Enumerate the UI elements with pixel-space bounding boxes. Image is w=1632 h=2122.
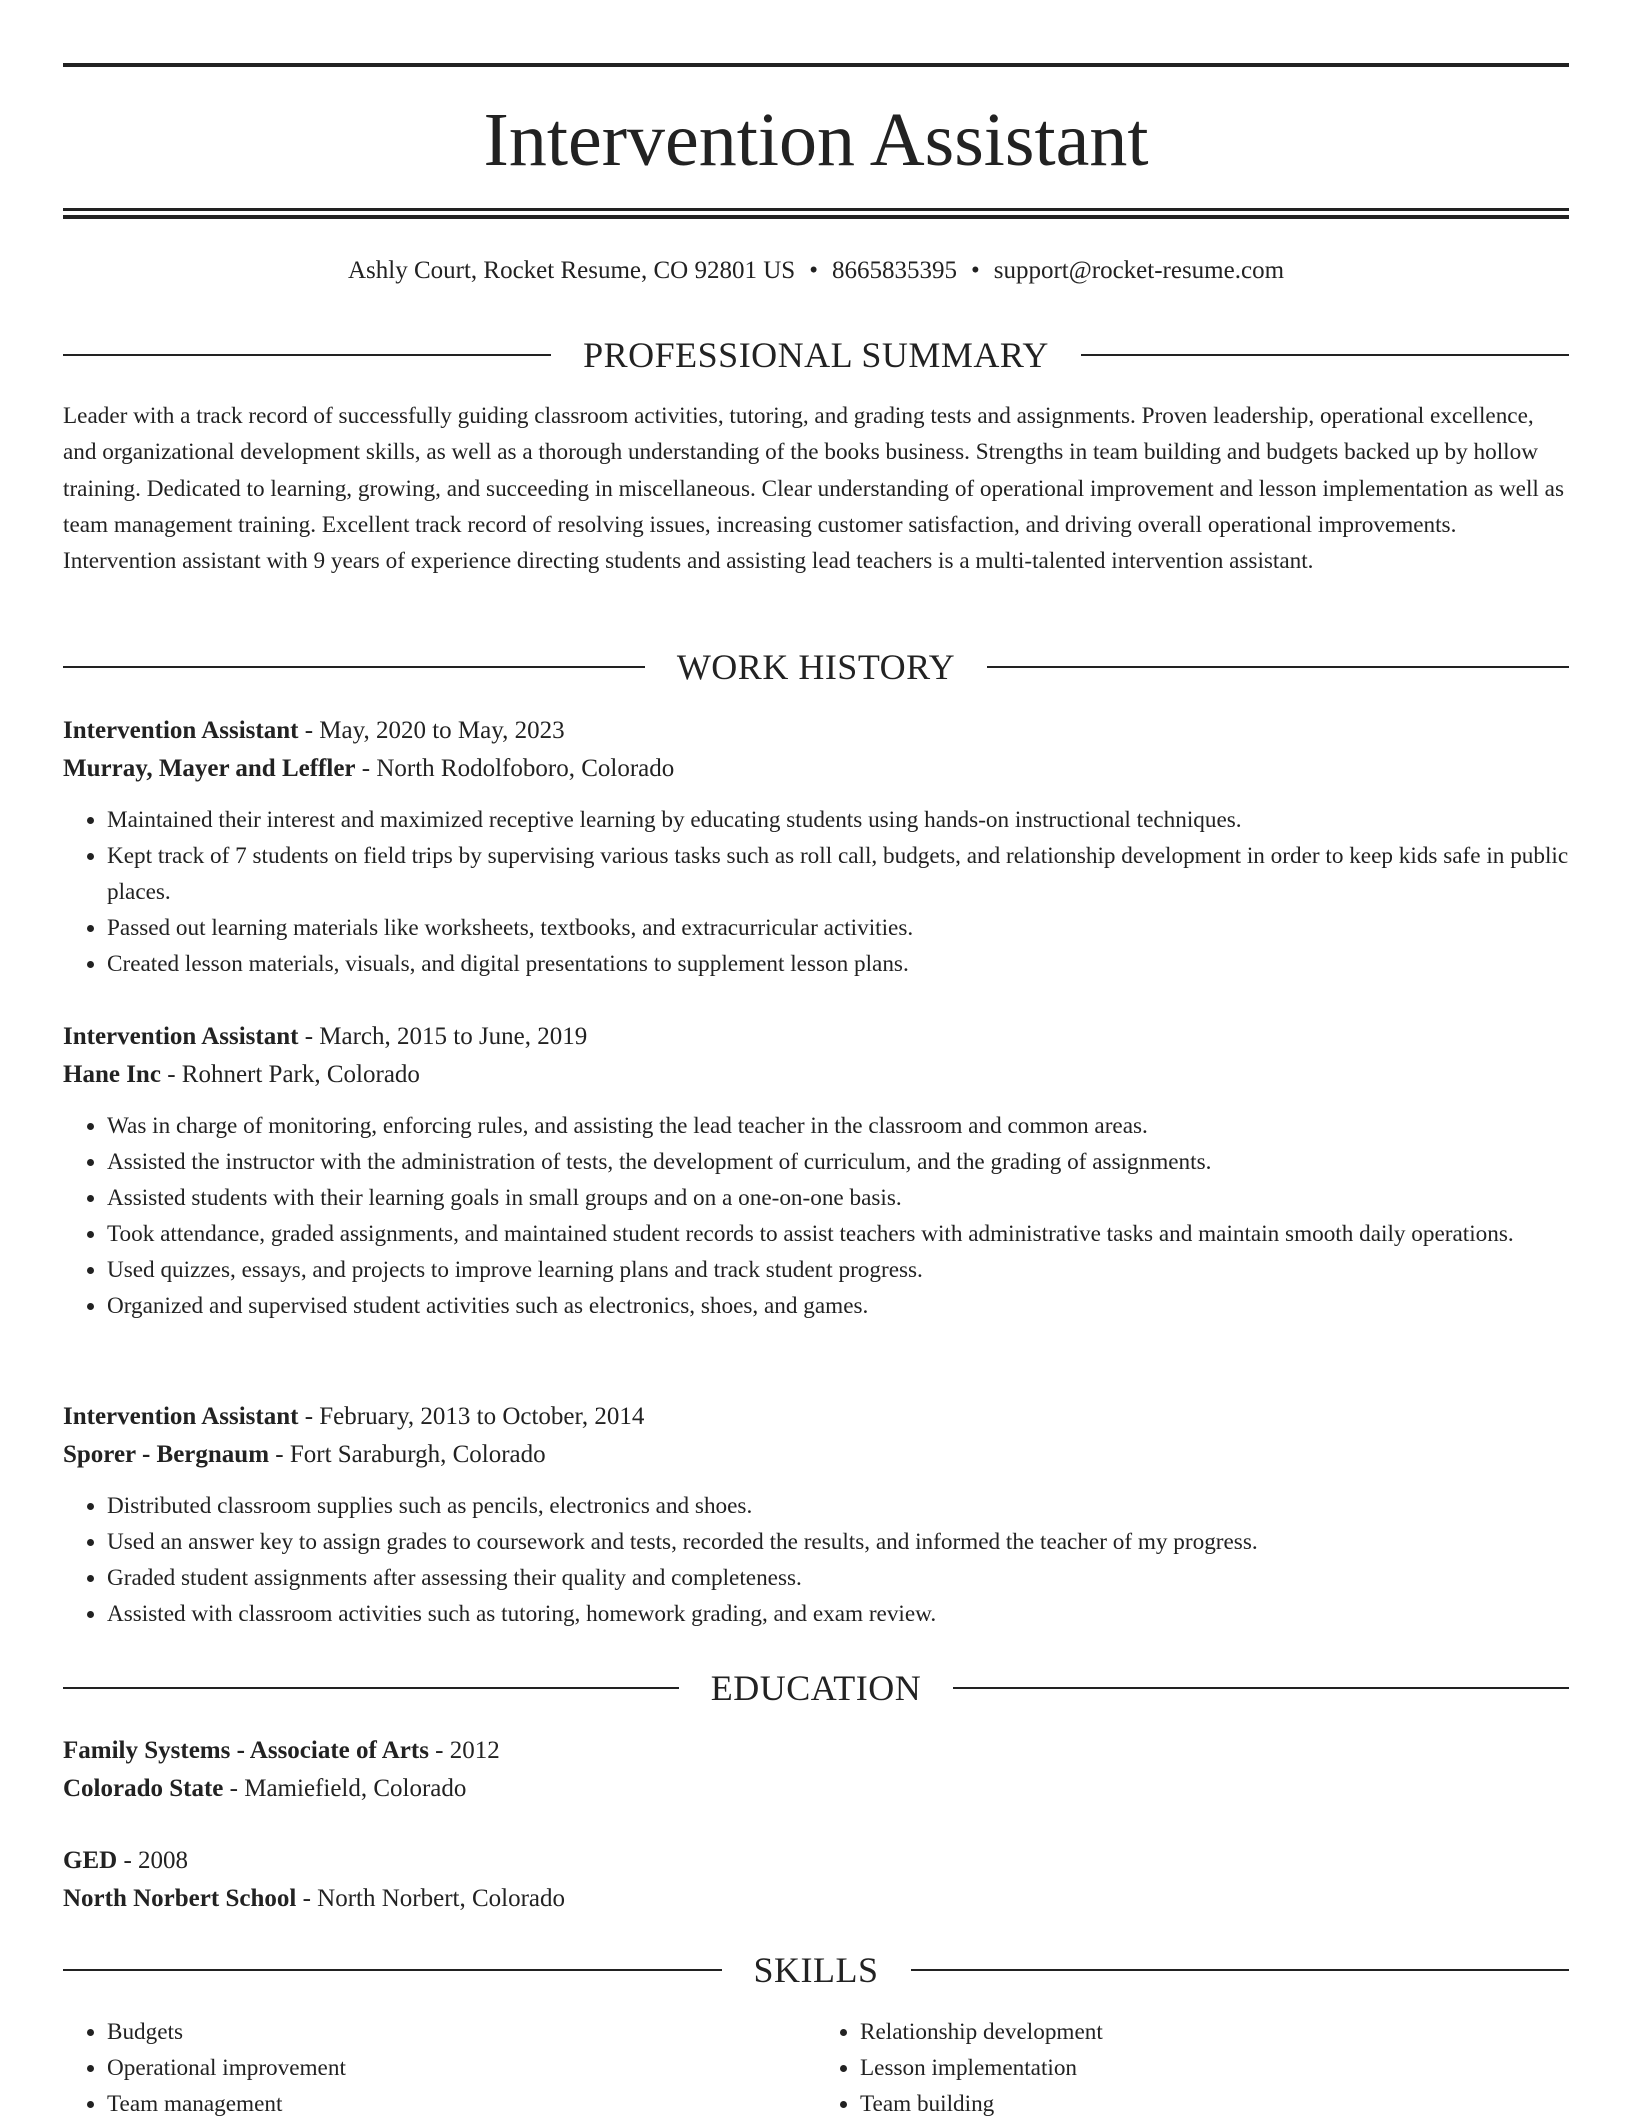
job-entry	[63, 1398, 1569, 1632]
heading-rule	[1081, 354, 1569, 356]
education-location: - North Norbert, Colorado	[302, 1885, 566, 1912]
resume-title: Intervention Assistant	[483, 98, 1149, 182]
contact-email: support@rocket-resume.com	[993, 257, 1285, 284]
skills-columns	[63, 2014, 1569, 2122]
section-heading-skills	[63, 1948, 1569, 1992]
education-entry	[63, 1842, 1569, 1918]
job-duties-list	[63, 802, 1569, 982]
heading-rule	[953, 1687, 1569, 1689]
skill-item: • Budgets	[107, 2014, 816, 2050]
job-company-line	[63, 750, 1569, 788]
education-degree-line	[63, 1842, 1569, 1880]
job-title: Intervention Assistant	[63, 1403, 299, 1430]
job-title: Intervention Assistant	[63, 717, 299, 744]
job-company-line	[63, 1056, 1569, 1094]
job-location: - Rohnert Park, Colorado	[167, 1061, 420, 1088]
heading-rule	[63, 1969, 722, 1971]
contact-phone: 8665835395	[831, 257, 957, 284]
job-duty: • Used an answer key to assign grades to coursework and tests, recorded the results, and informed the teacher of my progress.	[107, 1524, 1569, 1560]
education-entry	[63, 1732, 1569, 1808]
education-school: North Norbert School	[63, 1885, 297, 1912]
job-dates: - May, 2020 to May, 2023	[304, 717, 565, 744]
skill-item: • Team building	[860, 2086, 1569, 2122]
heading-rule	[63, 1687, 679, 1689]
job-title-line	[63, 1398, 1569, 1436]
job-duties-list	[63, 1488, 1569, 1632]
contact-line	[63, 254, 1569, 288]
section-heading-work-history	[63, 645, 1569, 689]
education-year: - 2012	[435, 1737, 500, 1764]
job-duty: • Assisted with classroom activities such as tutoring, homework grading, and exam review.	[107, 1596, 1569, 1632]
contact-address: Ashly Court, Rocket Resume, CO 92801 US	[347, 257, 796, 284]
section-title: PROFESSIONAL SUMMARY	[583, 335, 1049, 375]
job-duty: • Maintained their interest and maximized receptive learning by educating students using hands-on instructional techniques.	[107, 802, 1569, 838]
job-duty: • Used quizzes, essays, and projects to improve learning plans and track student progress.	[107, 1252, 1569, 1288]
job-duty: • Organized and supervised student activities such as electronics, shoes, and games.	[107, 1288, 1569, 1324]
job-company-line	[63, 1436, 1569, 1474]
job-title-line	[63, 1018, 1569, 1056]
job-company: Hane Inc	[63, 1061, 161, 1088]
job-duty: • Was in charge of monitoring, enforcing rules, and assisting the lead teacher in the classroom and common areas.	[107, 1108, 1569, 1144]
job-entry	[63, 712, 1569, 982]
education-year: - 2008	[123, 1847, 189, 1874]
job-duty: • Passed out learning materials like worksheets, textbooks, and extracurricular activities.	[107, 910, 1569, 946]
education-degree-line	[63, 1732, 1569, 1770]
education-school-line	[63, 1770, 1569, 1808]
job-company: Murray, Mayer and Leffler	[63, 755, 356, 782]
heading-rule	[63, 666, 645, 668]
education-school-line	[63, 1880, 1569, 1918]
title-double-rule	[63, 208, 1569, 219]
job-duty: • Kept track of 7 students on field trips by supervising various tasks such as roll call, budgets, and relationship development in order to keep kids safe in public places.	[107, 838, 1569, 910]
heading-rule	[63, 354, 551, 356]
job-duty: • Assisted students with their learning goals in small groups and on a one-on-one basis.	[107, 1180, 1569, 1216]
skill-item: • Lesson implementation	[860, 2050, 1569, 2086]
job-duty: • Distributed classroom supplies such as pencils, electronics and shoes.	[107, 1488, 1569, 1524]
skill-item: • Relationship development	[860, 2014, 1569, 2050]
section-title: SKILLS	[753, 1950, 879, 1990]
job-dates: - March, 2015 to June, 2019	[304, 1023, 588, 1050]
job-title: Intervention Assistant	[63, 1023, 299, 1050]
contact-separator: •	[970, 257, 980, 284]
skill-item: • Team management	[107, 2086, 816, 2122]
heading-rule	[911, 1969, 1570, 1971]
skills-list-left	[63, 2014, 816, 2122]
job-duty: • Took attendance, graded assignments, and maintained student records to assist teachers with administrative tasks and maintain smooth daily operations.	[107, 1216, 1569, 1252]
job-company: Sporer - Bergnaum	[63, 1441, 270, 1468]
section-title: WORK HISTORY	[676, 647, 956, 687]
heading-rule	[987, 666, 1569, 668]
job-location: - Fort Saraburgh, Colorado	[275, 1441, 546, 1468]
job-duty: • Assisted the instructor with the administration of tests, the development of curriculum, and the grading of assignments.	[107, 1144, 1569, 1180]
skills-list-right	[816, 2014, 1569, 2122]
job-duty: • Graded student assignments after assessing their quality and completeness.	[107, 1560, 1569, 1596]
job-duties-list	[63, 1108, 1569, 1324]
education-degree: GED	[63, 1847, 118, 1874]
top-rule	[63, 63, 1569, 67]
section-heading-education	[63, 1666, 1569, 1710]
education-school: Colorado State	[63, 1775, 224, 1802]
job-entry	[63, 1018, 1569, 1324]
skill-item: • Operational improvement	[107, 2050, 816, 2086]
section-heading-summary	[63, 333, 1569, 377]
job-dates: - February, 2013 to October, 2014	[304, 1403, 645, 1430]
summary-text: Leader with a track record of successfully guiding classroom activities, tutoring, and grading tests and assignments. Proven leadership, operational excellence, and organizational development skills, as well as a thorough understanding of the books business. Strengths in team building and budgets backed up by hollow training. Dedicated to learning, growing, and succeeding in miscellaneous. Clear understanding of operational improvement and lesson implementation as well as team management training. Excellent track record of resolving issues, increasing customer satisfaction, and driving overall operational improvements. Intervention assistant with 9 years of experience directing students and assisting lead teachers is a multi-talented intervention assistant.	[63, 403, 1564, 575]
job-title-line	[63, 712, 1569, 750]
education-location: - Mamiefield, Colorado	[229, 1775, 467, 1802]
job-duty: • Created lesson materials, visuals, and digital presentations to supplement lesson plans.	[107, 946, 1569, 982]
job-location: - North Rodolfoboro, Colorado	[361, 755, 675, 782]
section-title: EDUCATION	[710, 1668, 922, 1708]
contact-separator: •	[809, 257, 818, 284]
education-degree: Family Systems - Associate of Arts	[63, 1737, 429, 1764]
